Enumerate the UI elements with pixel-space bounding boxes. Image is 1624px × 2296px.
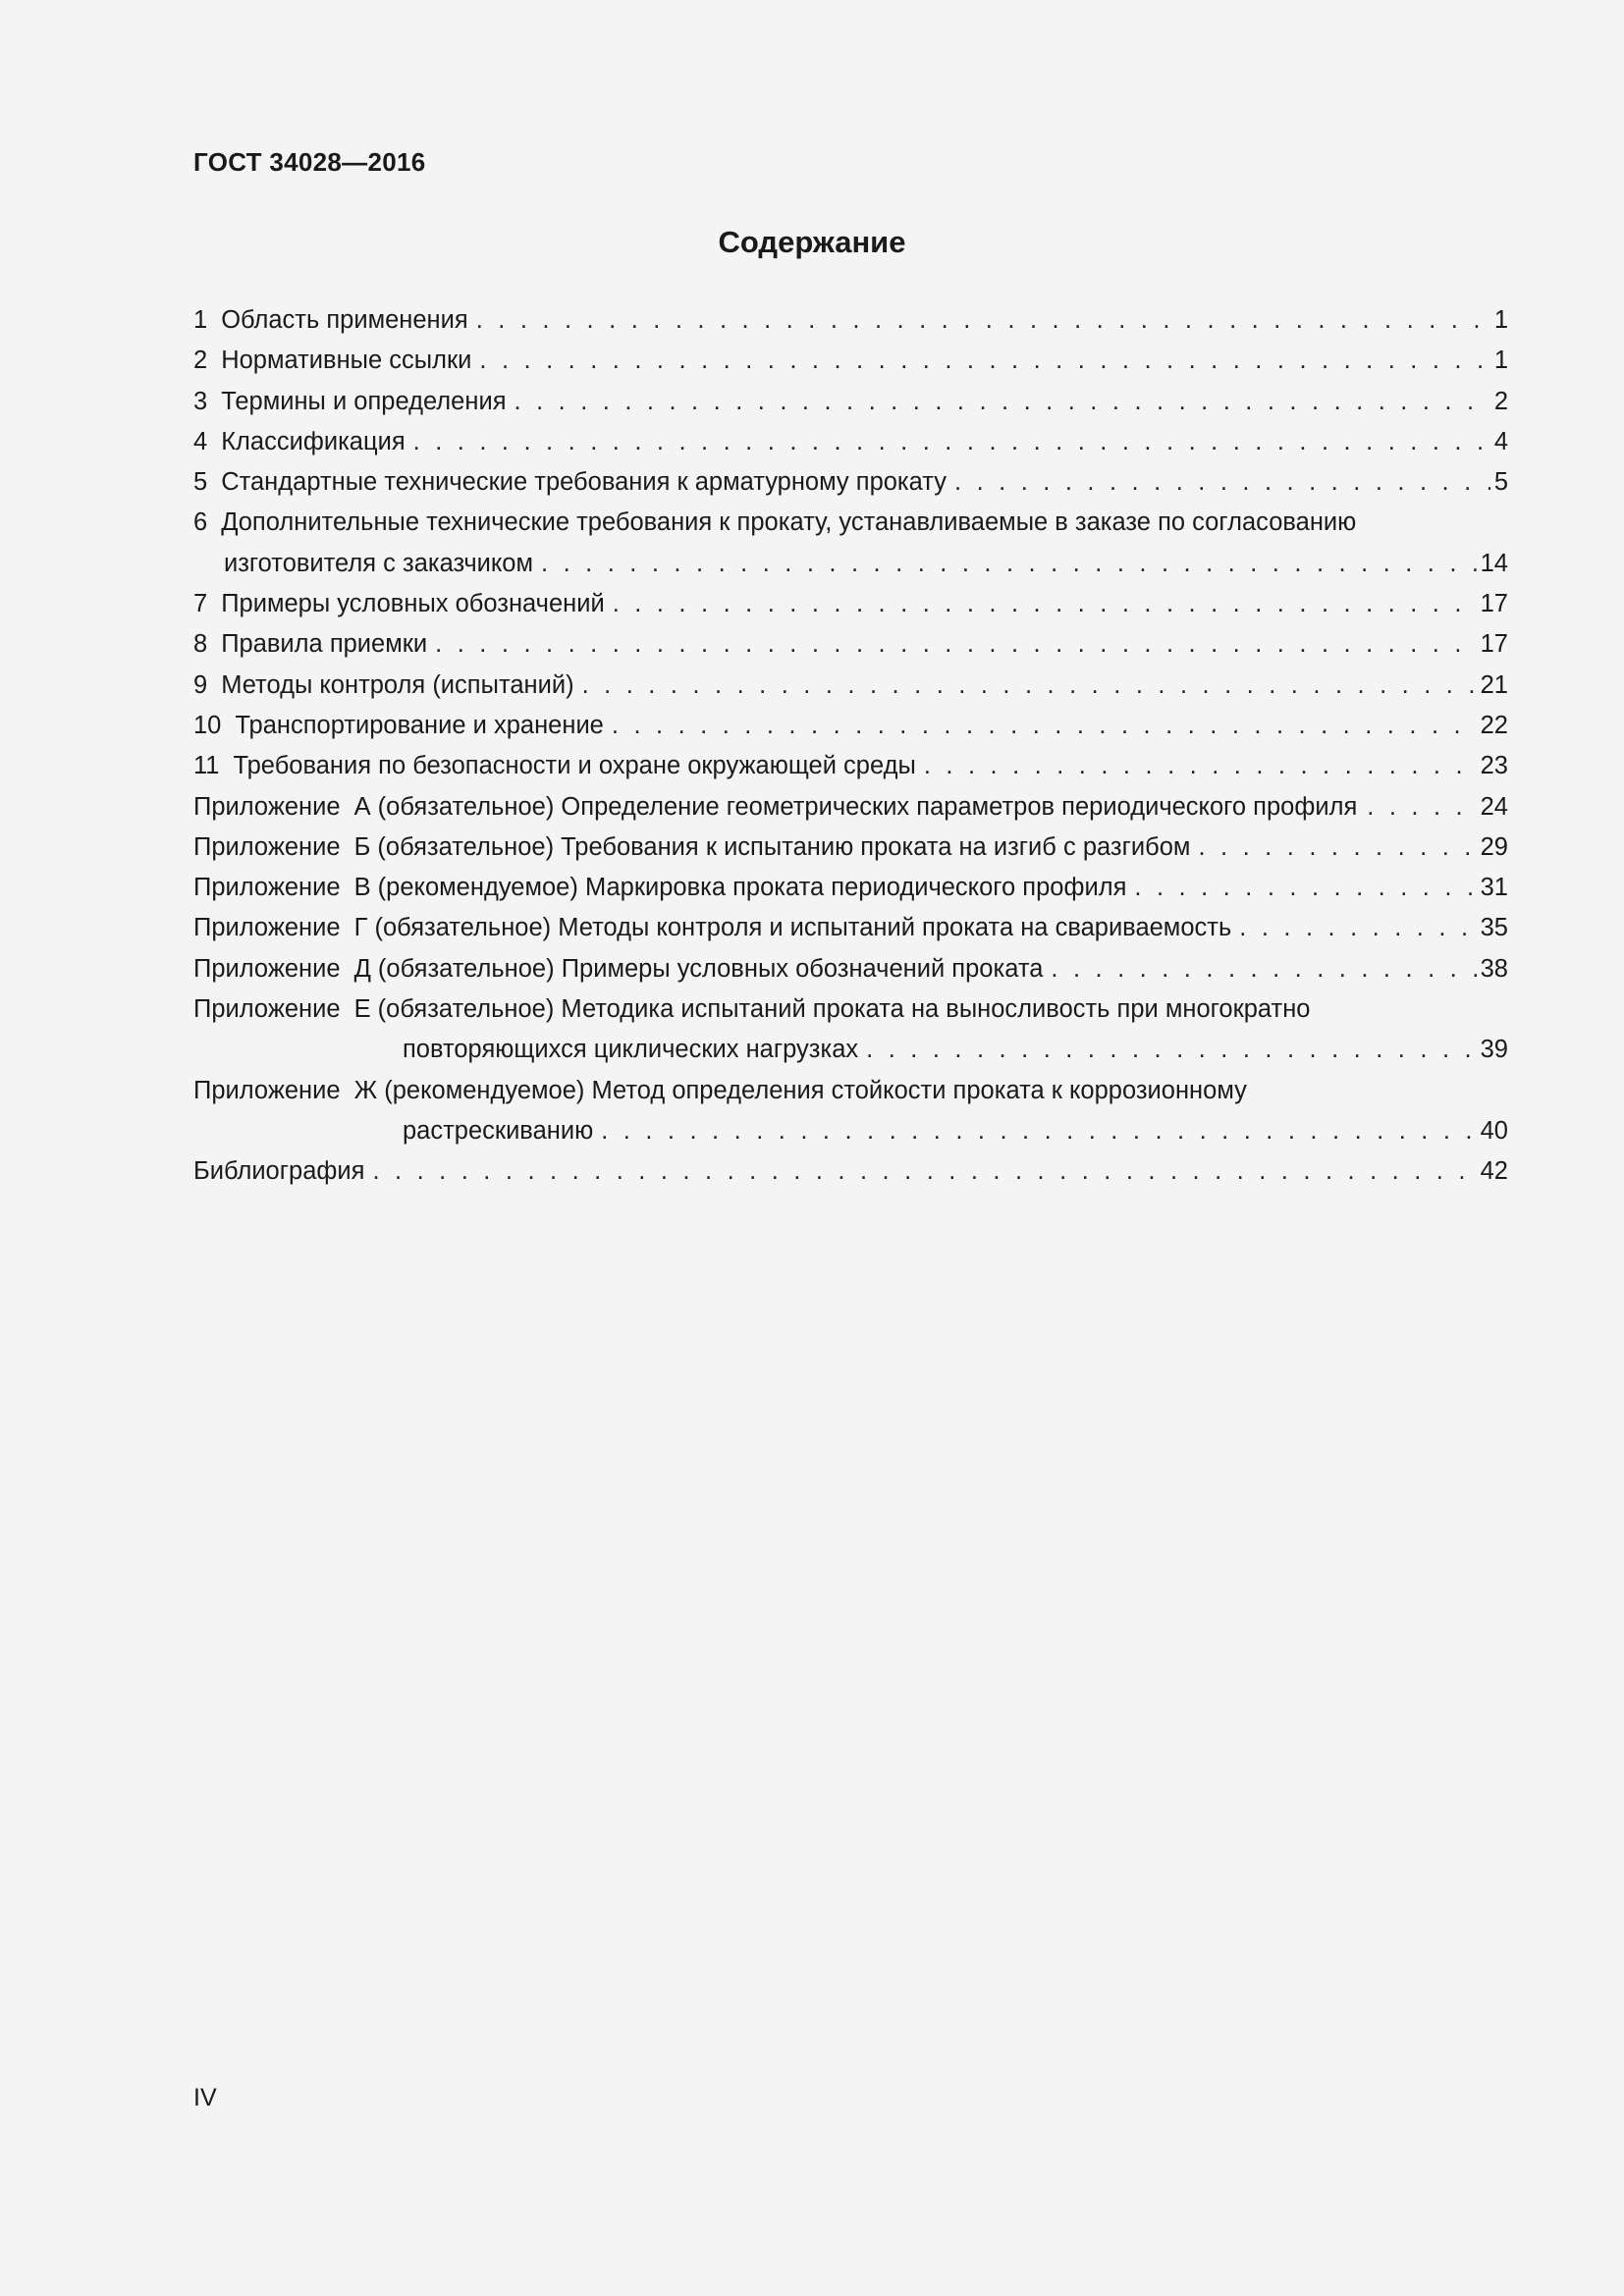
toc-entry-page: 31: [1480, 874, 1508, 902]
toc-entry-label: Правила приемки: [221, 630, 428, 659]
toc-entry-label-line1: Дополнительные технические требования к прокату, устанавливаемые в заказе по согласованию: [221, 508, 1357, 537]
toc-annex-prefix: Приложение: [193, 954, 341, 983]
toc-annex-zh-continuation[interactable]: [193, 1115, 1508, 1155]
toc-entry-number: 2: [193, 347, 208, 375]
toc-entry-page: 38: [1480, 954, 1508, 983]
toc-entry-page: 40: [1480, 1116, 1508, 1145]
toc-entry-2[interactable]: [193, 345, 1508, 385]
toc-annex-label: [193, 872, 1126, 904]
toc-entry-label-line2: изготовителя с заказчиком: [224, 549, 534, 577]
toc-entry-1[interactable]: [193, 304, 1508, 345]
toc-entry-number: 11: [193, 752, 220, 780]
toc-annex-title: Г (обязательное) Методы контроля и испытаний проката на свариваемость: [353, 914, 1232, 942]
toc-entry-page: 22: [1480, 711, 1508, 739]
toc-dot-leader: [1134, 872, 1476, 904]
toc-entry-page: 5: [1493, 468, 1508, 497]
toc-entry-page: 35: [1480, 914, 1508, 942]
toc-annex-label: [193, 912, 1231, 944]
toc-annex-g[interactable]: [193, 912, 1508, 952]
toc-dot-leader: [1367, 791, 1476, 824]
toc-entry-page: 24: [1480, 792, 1508, 821]
toc-entry-page: 21: [1480, 670, 1508, 699]
toc-annex-a[interactable]: [193, 791, 1508, 831]
toc-entry-label: Транспортирование и хранение: [235, 711, 604, 739]
toc-entry-number: 3: [193, 387, 208, 415]
toc-entry-page: 39: [1480, 1036, 1508, 1064]
toc-annex-label-line1: [193, 993, 1310, 1026]
toc-entry-number: 6: [193, 508, 208, 537]
toc-dot-leader: [476, 304, 1490, 337]
toc-dot-leader: [1239, 912, 1476, 944]
toc-dot-leader: [612, 710, 1477, 742]
toc-dot-leader: [582, 669, 1477, 702]
toc-entry-number: 10: [193, 711, 222, 739]
toc-annex-prefix: Приложение: [193, 792, 341, 821]
toc-entry-number: 9: [193, 670, 208, 699]
toc-annex-prefix: Приложение: [193, 1076, 341, 1104]
toc-entry-page: 1: [1493, 306, 1508, 334]
toc-bibliography[interactable]: [193, 1155, 1508, 1196]
toc-entry-page: 2: [1493, 387, 1508, 415]
toc-title: Содержание: [718, 225, 906, 259]
toc-annex-label: [193, 791, 1357, 824]
toc-entry-label: Библиография: [193, 1157, 365, 1186]
toc-dot-leader: [541, 548, 1477, 580]
toc-entry-number: 7: [193, 590, 208, 618]
toc-entry-page: 29: [1480, 832, 1508, 861]
toc-annex-v[interactable]: [193, 872, 1508, 912]
toc-dot-leader: [479, 345, 1489, 377]
toc-entry-label: Стандартные технические требования к арматурному прокату: [221, 468, 947, 497]
toc-annex-zh[interactable]: [193, 1075, 1508, 1115]
toc-annex-title: Д (обязательное) Примеры условных обозначений проката: [353, 954, 1044, 983]
toc-entry-4[interactable]: [193, 426, 1508, 466]
toc-entry-label: Классификация: [221, 427, 406, 455]
toc-annex-title: В (рекомендуемое) Маркировка проката периодического профиля: [353, 874, 1127, 902]
toc-dot-leader: [954, 466, 1490, 499]
toc-dot-leader: [413, 426, 1490, 458]
toc-entry-label: Термины и определения: [221, 387, 507, 415]
toc-entry-label: Требования по безопасности и охране окружающей среды: [233, 752, 916, 780]
toc-dot-leader: [1198, 831, 1476, 864]
toc-entry-number: 8: [193, 630, 208, 659]
toc-annex-title: Е (обязательное) Методика испытаний проката на выносливость при многократно: [353, 995, 1311, 1024]
toc-annex-label: [193, 831, 1190, 864]
toc-entry-3[interactable]: [193, 386, 1508, 426]
toc-annex-prefix: Приложение: [193, 914, 341, 942]
toc-entry-8[interactable]: [193, 628, 1508, 668]
toc-entry-label: Нормативные ссылки: [221, 347, 472, 375]
toc-dot-leader: [1051, 953, 1476, 986]
toc-entry-page: 1: [1493, 347, 1508, 375]
toc-annex-label-line2: повторяющихся циклических нагрузках: [403, 1036, 859, 1064]
toc-entry-9[interactable]: [193, 669, 1508, 710]
toc-entry-5[interactable]: [193, 466, 1508, 507]
toc-entry-10[interactable]: [193, 710, 1508, 750]
toc-dot-leader: [613, 588, 1477, 620]
toc-annex-label-line1: [193, 1075, 1247, 1107]
toc-annex-title: Ж (рекомендуемое) Метод определения стойкости проката к коррозионному: [353, 1076, 1247, 1104]
page-number: IV: [193, 2084, 217, 2111]
toc-entry-page: 4: [1493, 427, 1508, 455]
toc-annex-prefix: Приложение: [193, 874, 341, 902]
toc-annex-title: А (обязательное) Определение геометрических параметров периодического профиля: [353, 792, 1358, 821]
toc-dot-leader: [514, 386, 1490, 418]
toc-annex-prefix: Приложение: [193, 832, 341, 861]
toc-entry-number: 5: [193, 468, 208, 497]
toc-entry-page: 23: [1480, 752, 1508, 780]
toc-entry-page: 17: [1480, 630, 1508, 659]
table-of-contents: [193, 304, 1508, 1197]
toc-entry-label: Методы контроля (испытаний): [221, 670, 574, 699]
document-code: ГОСТ 34028—2016: [193, 147, 426, 177]
toc-annex-label: [193, 953, 1043, 986]
toc-entry-7[interactable]: [193, 588, 1508, 628]
toc-entry-6-continuation[interactable]: [193, 548, 1508, 588]
toc-entry-11[interactable]: [193, 750, 1508, 790]
toc-entry-page: 42: [1480, 1157, 1508, 1186]
toc-entry-6[interactable]: [193, 507, 1508, 547]
toc-dot-leader: [601, 1115, 1476, 1148]
toc-entry-label: Область применения: [221, 306, 468, 334]
toc-dot-leader: [924, 750, 1477, 782]
toc-dot-leader: [372, 1155, 1476, 1188]
toc-dot-leader: [866, 1034, 1476, 1066]
toc-annex-label-line2: растрескиванию: [403, 1116, 594, 1145]
toc-entry-number: 1: [193, 306, 208, 334]
toc-annex-e[interactable]: [193, 993, 1508, 1034]
toc-annex-title: Б (обязательное) Требования к испытанию проката на изгиб с разгибом: [353, 832, 1191, 861]
toc-entry-number: 4: [193, 427, 208, 455]
toc-annex-prefix: Приложение: [193, 995, 341, 1024]
toc-annex-e-continuation[interactable]: [193, 1034, 1508, 1074]
toc-entry-page: 17: [1480, 590, 1508, 618]
toc-dot-leader: [435, 628, 1476, 661]
toc-annex-b[interactable]: [193, 831, 1508, 872]
toc-annex-d[interactable]: [193, 953, 1508, 993]
toc-entry-page: 14: [1480, 549, 1508, 577]
toc-entry-label: Примеры условных обозначений: [221, 590, 605, 618]
